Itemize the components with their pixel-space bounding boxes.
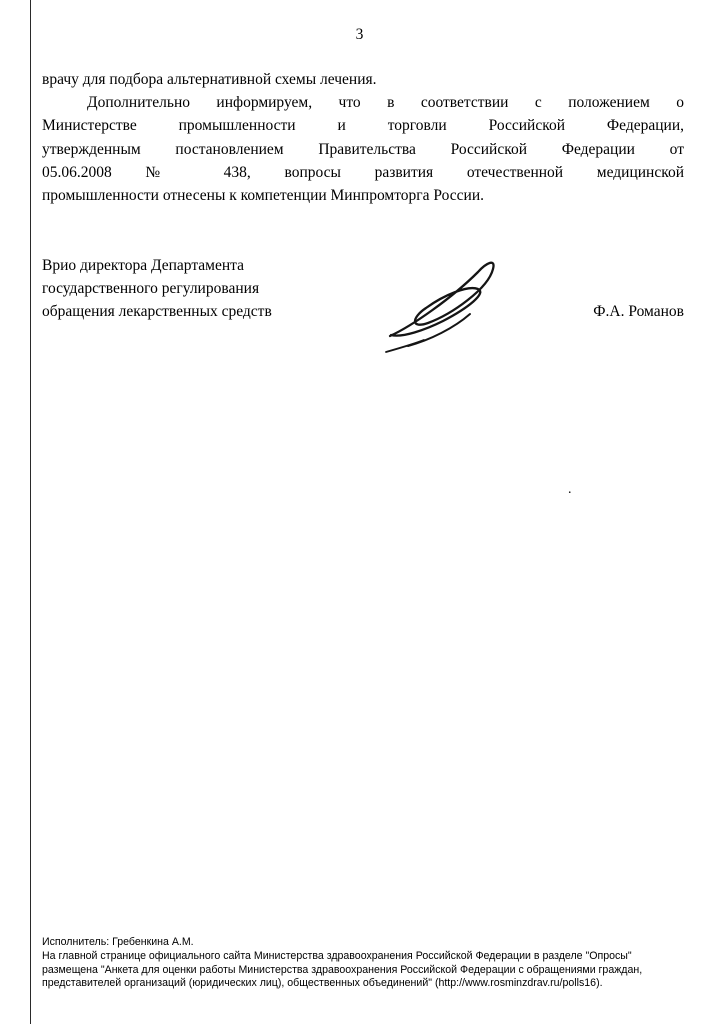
paragraph-line: Министерстве промышленности и торговли Российской Федерации, bbox=[42, 117, 684, 135]
paragraph-line: 05.06.2008 № 438, вопросы развития отечественной медицинской bbox=[42, 163, 684, 181]
signer-title-line: обращения лекарственных средств bbox=[42, 303, 272, 321]
signer-name: Ф.А. Романов bbox=[593, 303, 684, 320]
body-text bbox=[42, 68, 684, 207]
stray-mark: . bbox=[568, 482, 572, 497]
page-number: 3 bbox=[355, 26, 364, 43]
paragraph-line: утвержденным постановлением Правительства Российской Федерации от bbox=[42, 140, 684, 158]
signer-title bbox=[42, 254, 272, 324]
footer-note: На главной странице официального сайта Министерства здравоохранения Российской Федерации в разделе "Опросы" размещена "Анкета для оценки работы Министерства здравоохранения Российской Федерации с обращениями граждан, представителей организаций (юридических лиц), общественных объединений" (http://www.rosminzdrav.ru/polls16). bbox=[42, 950, 643, 990]
signer-title-line: Врио директора Департамента bbox=[42, 257, 244, 274]
scan-edge-line bbox=[30, 0, 31, 1024]
signer-title-line: государственного регулирования bbox=[42, 280, 260, 298]
signature-block bbox=[42, 254, 684, 384]
paragraph-line: Дополнительно информируем, что в соответствии с положением о bbox=[87, 94, 684, 112]
handwritten-signature-icon bbox=[380, 256, 512, 367]
executor-line: Исполнитель: Гребенкина А.М. bbox=[42, 936, 194, 948]
paragraph-line: промышленности отнесены к компетенции Минпромторга России. bbox=[42, 187, 484, 205]
footer bbox=[42, 936, 690, 991]
body-line-continuation: врачу для подбора альтернативной схемы лечения. bbox=[42, 71, 377, 88]
